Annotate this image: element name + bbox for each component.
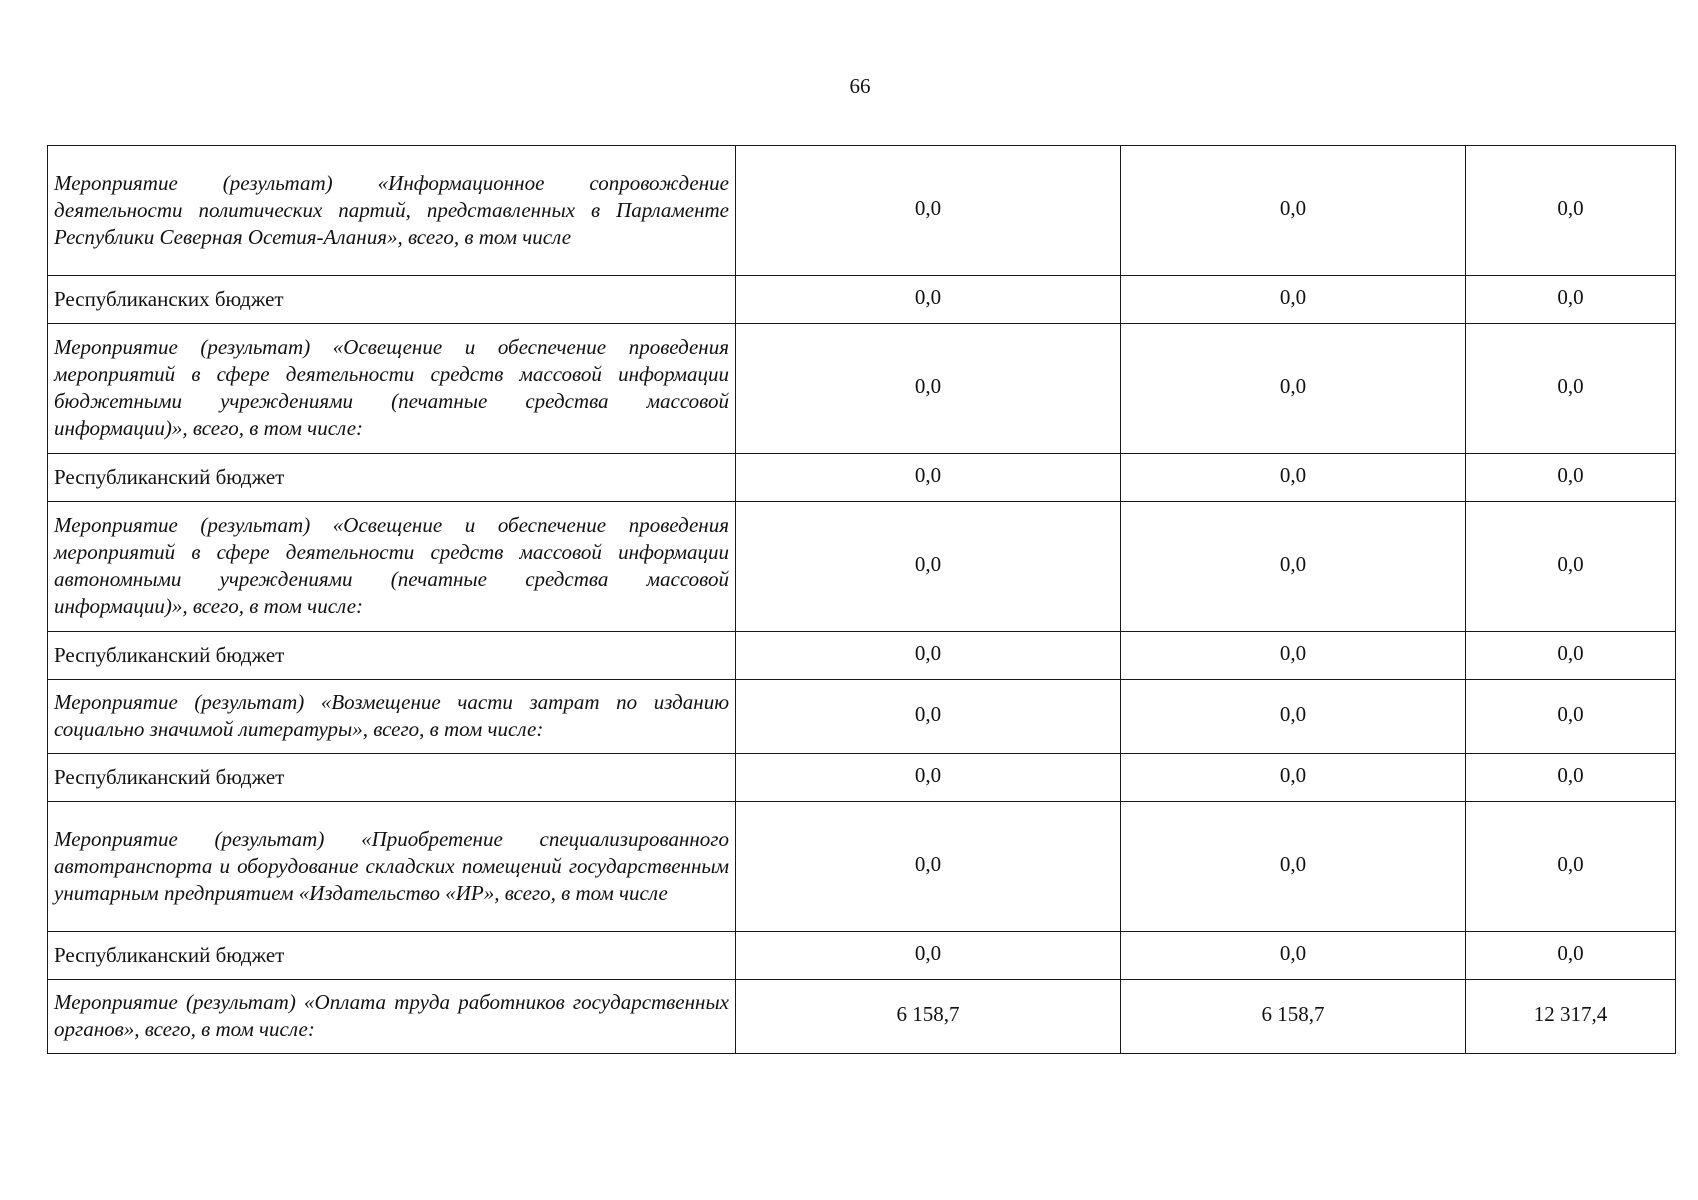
value-cell: 0,0 [1466,502,1676,632]
value-cell: 0,0 [1466,680,1676,754]
table-row [48,980,1676,1054]
value-cell: 0,0 [1466,932,1676,980]
table-row [48,324,1676,454]
measure-label: Мероприятие (результат) «Оплата труда работников государственных органов», всего, в том числе: [48,980,736,1054]
table-row [48,146,1676,276]
page-number: 66 [849,74,871,98]
table-row [48,276,1676,324]
value-cell: 0,0 [1121,632,1466,680]
value-cell: 0,0 [1121,680,1466,754]
value-cell: 0,0 [736,502,1121,632]
measure-label: Мероприятие (результат) «Информационное сопровождение деятельности политических партий, представленных в Парламенте Республики Северная Осетия-Алания», всего, в том числе [48,146,736,276]
budget-label: Республиканский бюджет [48,932,736,980]
budget-label: Республиканских бюджет [48,276,736,324]
value-cell: 0,0 [1466,802,1676,932]
value-cell: 6 158,7 [1121,980,1466,1054]
value-cell: 0,0 [1121,932,1466,980]
table-row [48,802,1676,932]
measure-label: Мероприятие (результат) «Освещение и обеспечение проведения мероприятий в сфере деятельности средств массовой информации автономными учреждениями (печатные средства массовой информации)», всего, в том числе: [48,502,736,632]
value-cell: 0,0 [736,324,1121,454]
value-cell: 0,0 [1121,276,1466,324]
value-cell: 6 158,7 [736,980,1121,1054]
value-cell: 0,0 [1466,632,1676,680]
value-cell: 0,0 [736,454,1121,502]
value-cell: 0,0 [1121,454,1466,502]
budget-label: Республиканский бюджет [48,754,736,802]
value-cell: 0,0 [1121,324,1466,454]
value-cell: 0,0 [736,146,1121,276]
value-cell: 0,0 [1121,754,1466,802]
value-cell: 0,0 [1121,146,1466,276]
table-row [48,454,1676,502]
table-row [48,754,1676,802]
value-cell: 0,0 [736,680,1121,754]
value-cell: 12 317,4 [1466,980,1676,1054]
value-cell: 0,0 [1466,454,1676,502]
table-row [48,502,1676,632]
measure-label: Мероприятие (результат) «Приобретение специализированного автотранспорта и оборудование складских помещений государственным унитарным предприятием «Издательство «ИР», всего, в том числе [48,802,736,932]
budget-label: Республиканский бюджет [48,632,736,680]
value-cell: 0,0 [736,932,1121,980]
value-cell: 0,0 [1466,276,1676,324]
measure-label: Мероприятие (результат) «Освещение и обеспечение проведения мероприятий в сфере деятельности средств массовой информации бюджетными учреждениями (печатные средства массовой информации)», всего, в том числе: [48,324,736,454]
value-cell: 0,0 [1121,802,1466,932]
table-row [48,680,1676,754]
measure-label: Мероприятие (результат) «Возмещение части затрат по изданию социально значимой литературы», всего, в том числе: [48,680,736,754]
value-cell: 0,0 [736,632,1121,680]
value-cell: 0,0 [736,802,1121,932]
value-cell: 0,0 [736,754,1121,802]
value-cell: 0,0 [736,276,1121,324]
value-cell: 0,0 [1466,324,1676,454]
value-cell: 0,0 [1466,754,1676,802]
budget-label: Республиканский бюджет [48,454,736,502]
value-cell: 0,0 [1466,146,1676,276]
budget-table [47,145,1676,1054]
table-row [48,632,1676,680]
value-cell: 0,0 [1121,502,1466,632]
table-row [48,932,1676,980]
